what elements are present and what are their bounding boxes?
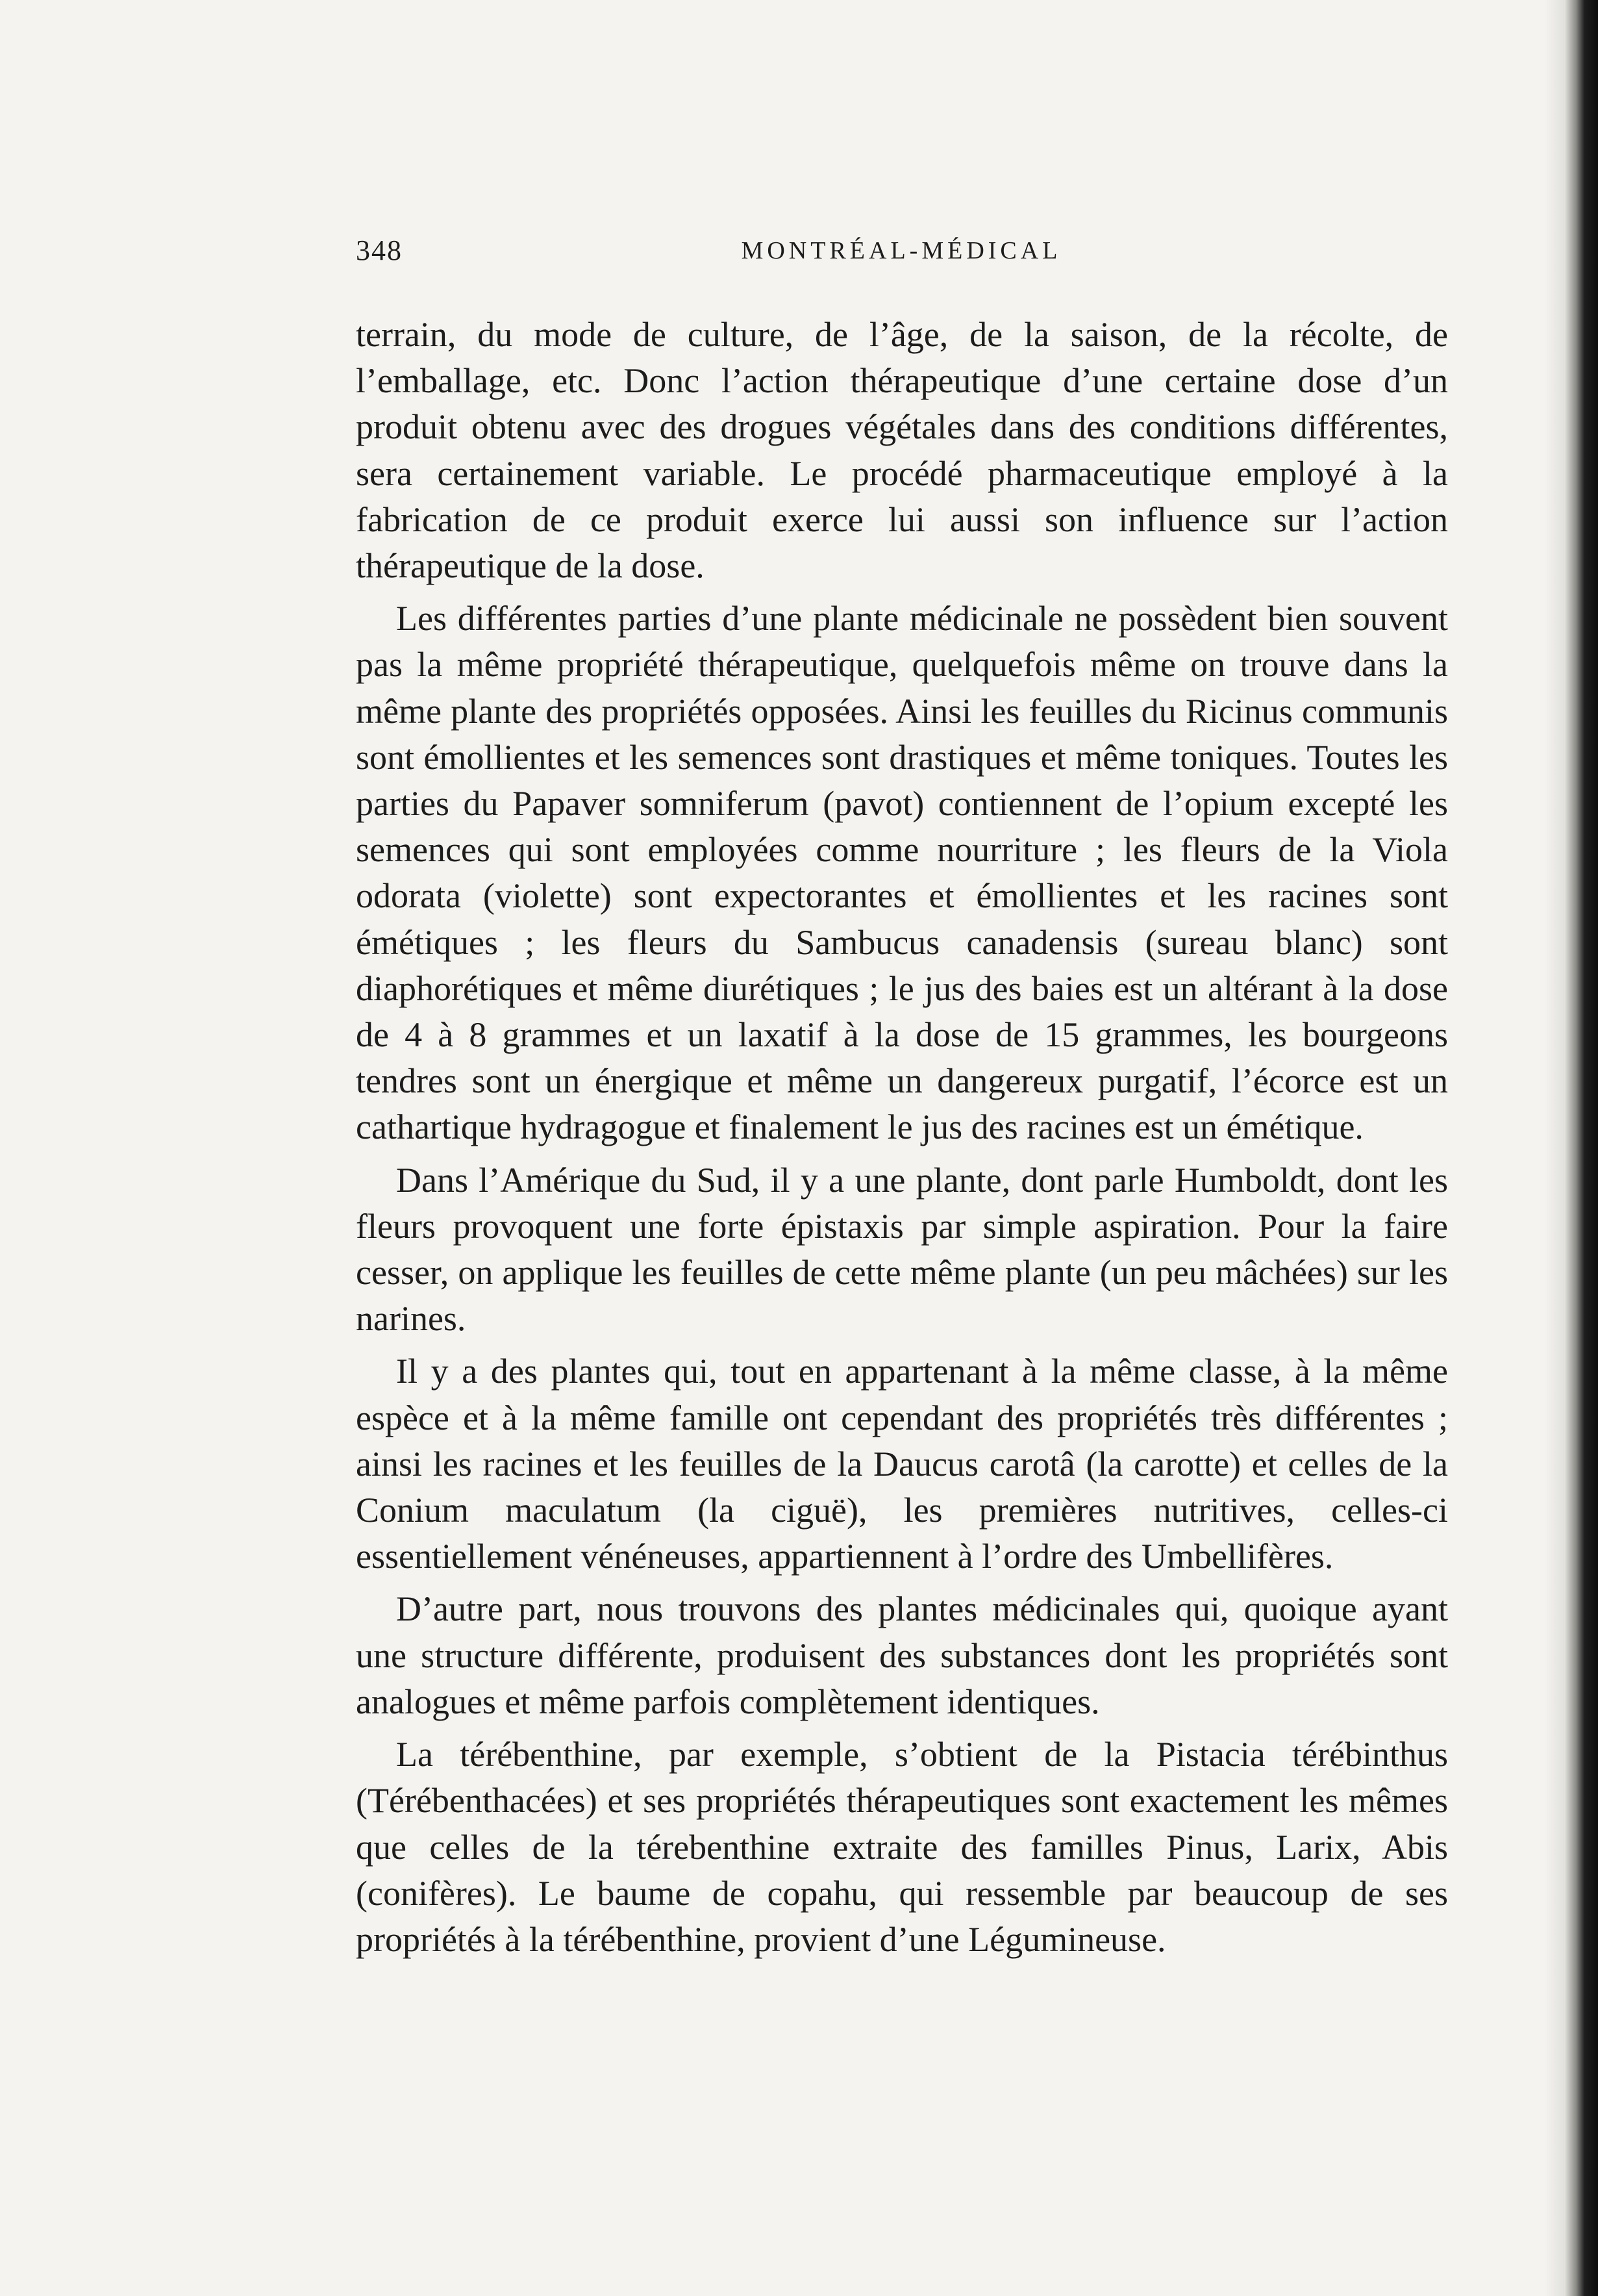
- paragraph-plant-parts: Les différentes parties d’une plante médicinale ne possèdent bien souvent pas la même propriété thérapeutique, quelquefois même on trouve dans la même plante des propriétés opposées. Ainsi les feuilles du Ricinus communis sont émollientes et les semences sont drastiques et même toniques. Toutes les parties du Papaver somniferum (pavot) contiennent de l’opium excepté les semences qui sont employées comme nourriture ; les fleurs de la Viola odorata (violette) sont expectorantes et émollientes et les racines sont émétiques ; les fleurs du Sambucus canadensis (sureau blanc) sont diaphorétiques et même diurétiques ; le jus des baies est un altérant à la dose de 4 à 8 grammes et un laxatif à la dose de 15 grammes, les bourgeons tendres sont un énergique et même un dangereux purgatif, l’écorce est un cathartique hydragogue et finalement le jus des racines est un émétique.: [356, 599, 1448, 1147]
- book-spine-edge: [1564, 0, 1598, 2296]
- page-number: 348: [356, 234, 403, 266]
- body-text: [356, 312, 1448, 1963]
- page-edge-shadow: [1545, 0, 1564, 2296]
- page-header: [356, 234, 1447, 279]
- running-title: MONTRÉAL-MÉDICAL: [741, 237, 1062, 264]
- paragraph-different-structure: D’autre part, nous trouvons des plantes médicinales qui, quoique ayant une structure différente, produisent des substances dont les propriétés sont analogues et même parfois complètement identiques.: [356, 1589, 1448, 1721]
- paragraph-continuation: terrain, du mode de culture, de l’âge, de la saison, de la récolte, de l’emballage, etc. Donc l’action thérapeutique d’une certaine dose d’un produit obtenu avec des drogues végétales dans des conditions différentes, sera certainement variable. Le procédé pharmaceutique employé à la fabrication de ce produit exerce lui aussi son influence sur l’action thérapeutique de la dose.: [356, 315, 1448, 586]
- paragraph-humboldt-plant: Dans l’Amérique du Sud, il y a une plante, dont parle Humboldt, dont les fleurs provoquent une forte épistaxis par simple aspiration. Pour la faire cesser, on applique les feuilles de cette même plante (un peu mâchées) sur les narines.: [356, 1160, 1448, 1339]
- paragraph-same-family: Il y a des plantes qui, tout en appartenant à la même classe, à la même espèce et à la même famille ont cependant des propriétés très différentes ; ainsi les racines et les feuilles de la Daucus carotâ (la carotte) et celles de la Conium maculatum (la ciguë), les premières nutritives, celles-ci essentiellement vénéneuses, appartiennent à l’ordre des Umbellifères.: [356, 1352, 1448, 1576]
- paragraph-terebenthine: La térébenthine, par exemple, s’obtient de la Pistacia térébinthus (Térébenthacées) et ses propriétés thérapeutiques sont exactement les mêmes que celles de la térebenthine extraite des familles Pinus, Larix, Abis (conifères). Le baume de copahu, qui ressemble par beaucoup de ses propriétés à la térébenthine, provient d’une Légumineuse.: [356, 1735, 1448, 1959]
